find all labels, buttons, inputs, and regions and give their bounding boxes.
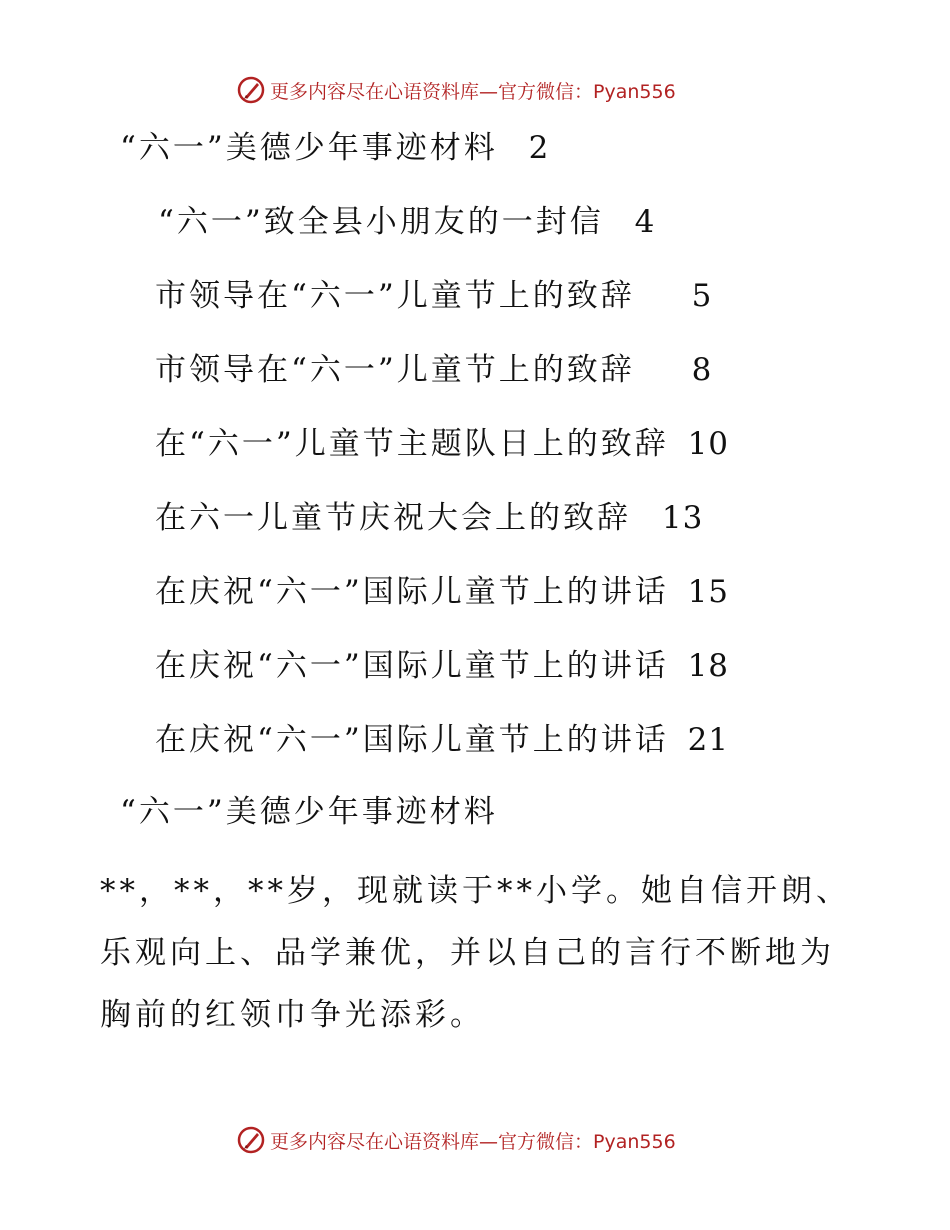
toc-entry[interactable]: [155, 572, 729, 612]
watermark-bottom: [236, 1124, 676, 1156]
toc-entry-title: 市领导在“六一”儿童节上的致辞: [155, 278, 635, 314]
quill-pen-circle-icon: [236, 75, 266, 105]
toc-entry[interactable]: [155, 424, 729, 464]
section-heading: “六一”美德少年事迹材料: [120, 794, 498, 830]
toc-entry-page: 18: [687, 648, 730, 684]
toc-entry[interactable]: [155, 276, 712, 316]
toc-entry-page: 21: [687, 722, 730, 758]
toc-entry-title: “六一”致全县小朋友的一封信: [158, 204, 604, 240]
toc-entry-title: “六一”美德少年事迹材料: [120, 130, 498, 166]
toc-entry-title: 在庆祝“六一”国际儿童节上的讲话: [155, 574, 669, 610]
toc-entry-title: 在庆祝“六一”国际儿童节上的讲话: [155, 722, 669, 758]
toc-entry-title: 在六一儿童节庆祝大会上的致辞: [155, 500, 631, 536]
toc-entry[interactable]: [155, 498, 703, 538]
toc-entry[interactable]: [155, 646, 729, 686]
toc-entry-page: 15: [687, 574, 730, 610]
watermark-text: 更多内容尽在心语资料库—官方微信：Pyan556: [270, 1130, 676, 1153]
toc-entry[interactable]: [158, 202, 655, 242]
toc-entry-page: 8: [691, 352, 713, 388]
section-paragraph: **，**，**岁，现就读于**小学。她自信开朗、乐观向上、品学兼优，并以自己的言行不断地为胸前的红领巾争光添彩。: [100, 873, 851, 1033]
toc-entry[interactable]: [155, 720, 729, 760]
toc-entry-page: 4: [634, 204, 656, 240]
toc-entry-page: 2: [528, 130, 550, 166]
toc-entry-page: 13: [661, 500, 704, 536]
toc-entry[interactable]: [155, 350, 712, 390]
toc-entry-page: 5: [691, 278, 713, 314]
quill-pen-circle-icon: [236, 1125, 266, 1155]
watermark-text: 更多内容尽在心语资料库—官方微信：Pyan556: [270, 80, 676, 103]
toc-entry-title: 市领导在“六一”儿童节上的致辞: [155, 352, 635, 388]
toc-entry-page: 10: [687, 426, 730, 462]
toc-entry-title: 在庆祝“六一”国际儿童节上的讲话: [155, 648, 669, 684]
watermark-top: [236, 74, 676, 106]
toc-entry-title: 在“六一”儿童节主题队日上的致辞: [155, 426, 669, 462]
toc-entry[interactable]: [120, 128, 549, 168]
